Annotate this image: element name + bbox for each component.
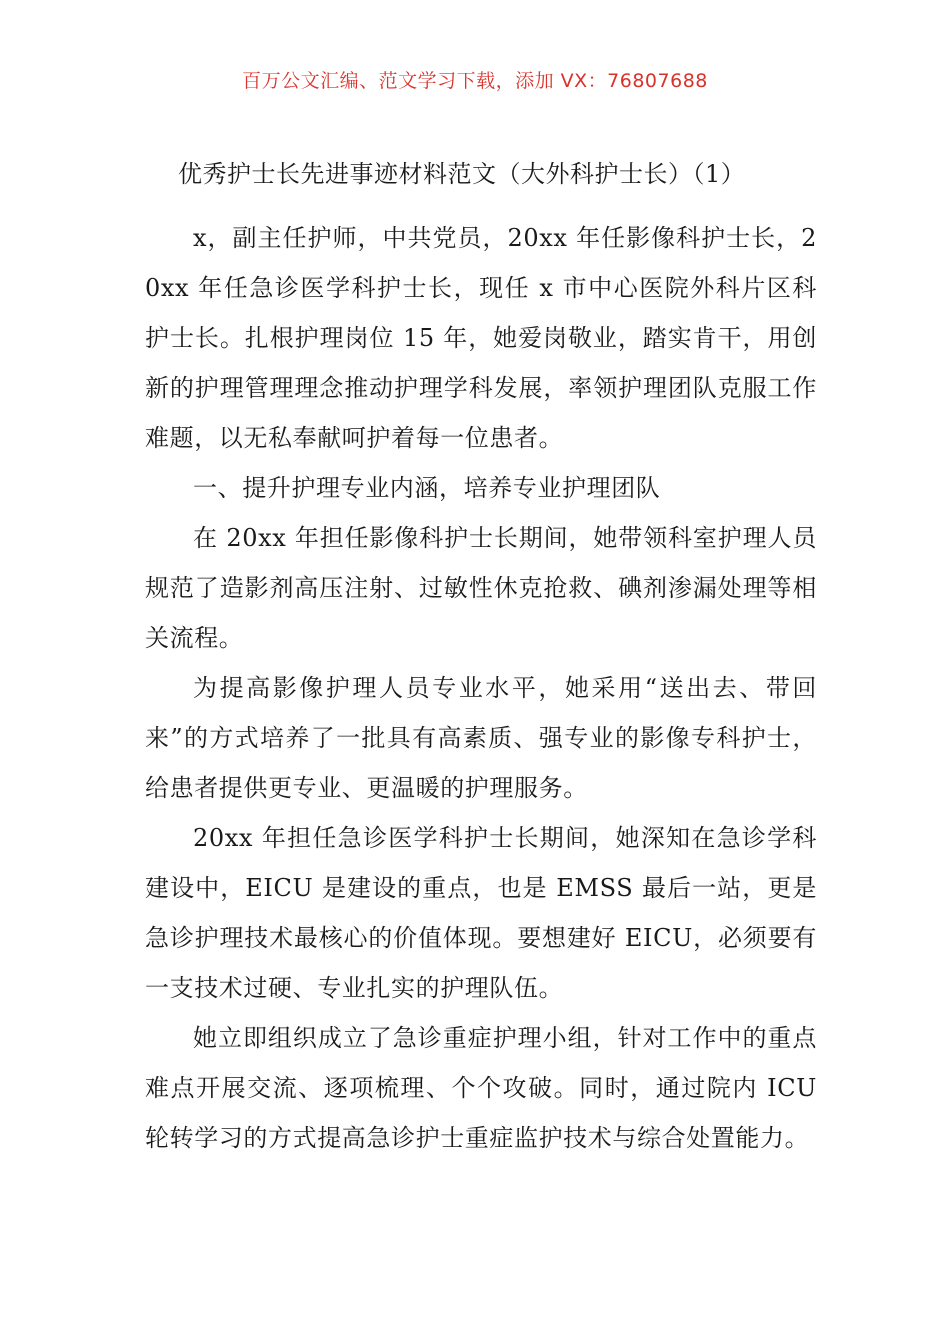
paragraph-intro: x，副主任护师，中共党员，20xx 年任影像科护士长，20xx 年任急诊医学科护士长，现任 x 市中心医院外科片区科护士长。扎根护理岗位 15 年，她爱岗敬业，踏实肯干，用创新的护理管理理念推动护理学科发展，率领护理团队克服工作难题，以无私奉献呵护着每一位患者。 [145,224,817,452]
paragraph: 为提高影像护理人员专业水平，她采用“送出去、带回来”的方式培养了一批具有高素质、强专业的影像专科护士，给患者提供更专业、更温暖的护理服务。 [145,674,817,802]
paragraph: 她立即组织成立了急诊重症护理小组，针对工作中的重点难点开展交流、逐项梳理、个个攻破。同时，通过院内 ICU 轮转学习的方式提高急诊护士重症监护技术与综合处置能力。 [145,1024,817,1152]
document-body [145,213,817,1163]
paragraph: 在 20xx 年担任影像科护士长期间，她带领科室护理人员规范了造影剂高压注射、过敏性休克抢救、碘剂渗漏处理等相关流程。 [145,524,817,652]
document-title: 优秀护士长先进事迹材料范文（大外科护士长）（1） [178,160,746,188]
header-banner: 百万公文汇编、范文学习下载，添加 VX：76807688 [242,70,708,92]
paragraph: 20xx 年担任急诊医学科护士长期间，她深知在急诊学科建设中，EICU 是建设的重点，也是 EMSS 最后一站，更是急诊护理技术最核心的价值体现。要想建好 EICU，必须要有一支技术过硬、专业扎实的护理队伍。 [145,824,817,1002]
section-heading: 一、提升护理专业内涵，培养专业护理团队 [193,474,661,502]
